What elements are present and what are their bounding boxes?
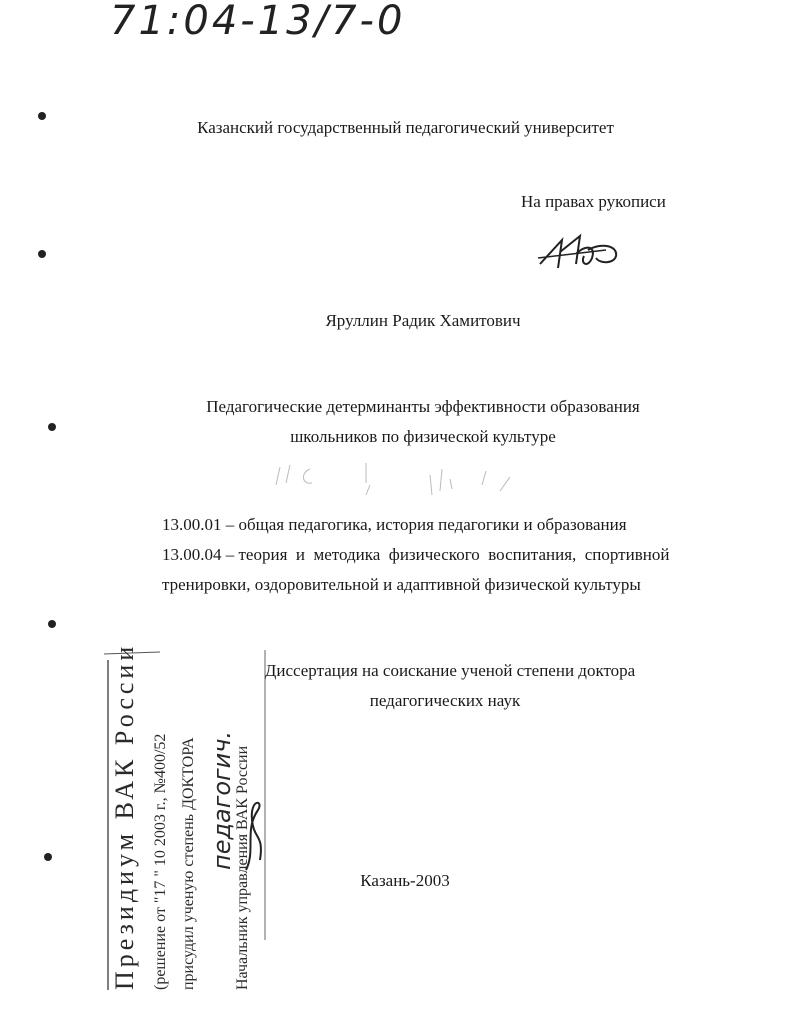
specialty-code-1: 13.00.01 – общая педагогика, история педагогики и образования	[162, 515, 627, 534]
rights-note: На правах рукописи	[521, 192, 666, 211]
thesis-title-line1: Педагогические детерминанты эффективности образования	[206, 397, 640, 416]
punch-hole	[38, 250, 46, 258]
stamp-line-degree: присудил ученую степень ДОКТОРА	[180, 737, 197, 990]
specialty-code-2: 13.00.04 – теория и методика физического воспитания, спортивной	[162, 545, 670, 564]
degree-line1: Диссертация на соискание ученой степени доктора	[264, 661, 636, 680]
city-year: Казань-2003	[360, 871, 450, 890]
specialty-code-2-continued: тренировки, оздоровительной и адаптивной физической культуры	[162, 575, 641, 594]
signature	[536, 230, 626, 274]
vak-stamp	[100, 640, 270, 1000]
degree-line2: педагогических наук	[369, 691, 521, 710]
stamp-line-presidium: Президиум ВАК России	[110, 642, 139, 990]
archive-code: 71:04-13/7-0	[110, 0, 406, 44]
thesis-title-line2: школьников по физической культуре	[290, 427, 556, 446]
stamp-signature	[240, 790, 270, 880]
stamp-line-head: Начальник управления ВАК России	[234, 745, 251, 990]
author-name: Яруллин Радик Хамитович	[325, 311, 521, 330]
punch-hole	[48, 620, 56, 628]
stamp-handwritten-field: педагогич.	[208, 730, 236, 870]
punch-hole	[44, 853, 52, 861]
faint-marks	[270, 455, 530, 505]
stamp-line-decision: (решение от "17 " 10 2003 г., №400/52	[152, 733, 169, 990]
university-name: Казанский государственный педагогический университет	[197, 118, 614, 137]
